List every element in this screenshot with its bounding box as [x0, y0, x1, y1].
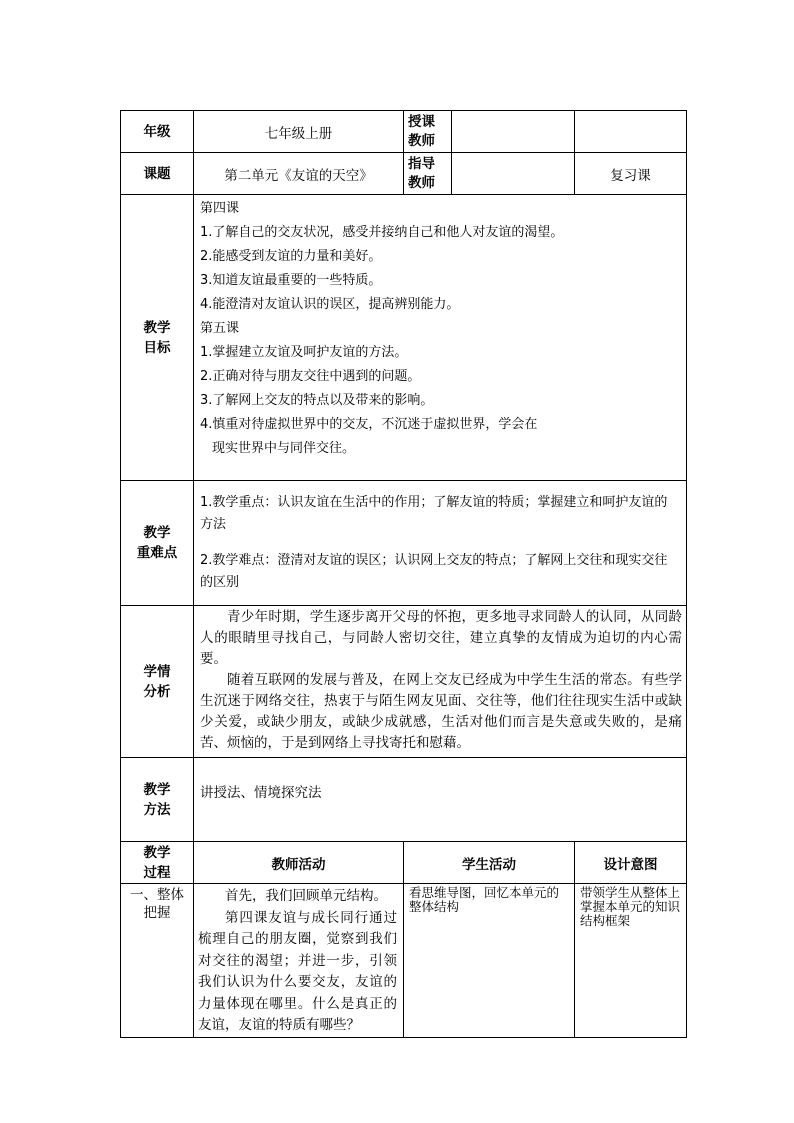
goal-line: 2.正确对待与朋友交往中遇到的问题。 — [200, 369, 421, 384]
grade-label: 年级 — [121, 111, 194, 153]
key-difficulty: 2.教学难点：澄清对友谊的误区；认识网上交友的特点；了解网上交往和现实交往的区别 — [200, 553, 668, 590]
topic-value: 第二单元《友谊的天空》 — [194, 153, 404, 195]
section1-teacher — [194, 884, 404, 1038]
row-method — [121, 758, 687, 842]
section1-teacher-p1: 首先，我们回顾单元结构。 — [225, 888, 387, 904]
section1-student: 看思维导图，回忆本单元的整体结构 — [404, 884, 575, 1038]
col-student-activity: 学生活动 — [404, 842, 575, 884]
row-section-1 — [121, 884, 687, 1038]
goal-line: 4.慎重对待虚拟世界中的交友，不沉迷于虚拟世界，学会在 — [200, 417, 538, 432]
analysis-label: 学情 分析 — [121, 606, 194, 758]
teacher-label: 授课 教师 — [404, 111, 452, 153]
goal-line: 3.了解网上交友的特点以及带来的影响。 — [200, 393, 434, 408]
row-grade — [121, 111, 687, 153]
grade-value: 七年级上册 — [194, 111, 404, 153]
goal-line: 1.掌握建立友谊及呵护友谊的方法。 — [200, 345, 408, 360]
keypoints-content — [194, 481, 687, 606]
goal-line: 现实世界中与同伴交往。 — [212, 441, 356, 456]
goal-line: 4.能澄清对友谊认识的误区，提高辨别能力。 — [200, 297, 460, 312]
lesson-plan-table — [120, 110, 687, 1038]
goal-line: 3.知道友谊最重要的一些特质。 — [200, 273, 382, 288]
analysis-para-1: 青少年时期，学生逐步离开父母的怀抱，更多地寻求同龄人的认同，从同龄人的眼睛里寻找自己，与同龄人密切交往，建立真挚的友情成为迫切的内心需要。 — [200, 609, 682, 667]
col-teacher-activity: 教师活动 — [194, 842, 404, 884]
extra-cell — [575, 111, 687, 153]
section1-teacher-p2: 第四课友谊与成长同行通过梳理自己的朋友圈，觉察到我们对交往的渴望；并进一步，引领我们认识为什么要交友，友谊的力量体现在哪里。什么是真正的友谊，友谊的特质有哪些？ — [198, 909, 397, 1033]
analysis-content — [194, 606, 687, 758]
lesson-type: 复习课 — [575, 153, 687, 195]
row-analysis — [121, 606, 687, 758]
analysis-para-2: 随着互联网的发展与普及，在网上交友已经成为中学生生活的常态。有些学生沉迷于网络交往，热衷于与陌生网友见面、交往等，他们往往现实生活中或缺少关爱，或缺少朋友，或缺少成就感，生活对他们而言是失意或失败的，是痛苦、烦恼的，于是到网络上寻找寄托和慰藉。 — [200, 672, 682, 751]
guide-value — [452, 153, 575, 195]
goal-line: 1.了解自己的交友状况，感受并接纳自己和他人对友谊的渴望。 — [200, 225, 564, 240]
guide-label: 指导 教师 — [404, 153, 452, 195]
goals-content — [194, 195, 687, 481]
row-topic — [121, 153, 687, 195]
section1-intent: 带领学生从整体上掌握本单元的知识结构框架 — [575, 884, 687, 1038]
key-focus: 1.教学重点：认识友谊在生活中的作用；了解友谊的特质；掌握建立和呵护友谊的方法 — [200, 495, 668, 532]
teacher-value — [452, 111, 575, 153]
row-goals — [121, 195, 687, 481]
section1-label: 一、整体 把握 — [121, 884, 194, 1038]
method-value: 讲授法、情境探究法 — [194, 758, 687, 842]
row-keypoints — [121, 481, 687, 606]
topic-label: 课题 — [121, 153, 194, 195]
goals-label: 教学 目标 — [121, 195, 194, 481]
goal-line: 第四课 — [200, 201, 240, 216]
method-label: 教学 方法 — [121, 758, 194, 842]
row-process-header — [121, 842, 687, 884]
keypoints-label: 教学 重难点 — [121, 481, 194, 606]
goal-line: 第五课 — [200, 321, 240, 336]
goal-line: 2.能感受到友谊的力量和美好。 — [200, 249, 382, 264]
col-design-intent: 设计意图 — [575, 842, 687, 884]
process-label: 教学 过程 — [121, 842, 194, 884]
